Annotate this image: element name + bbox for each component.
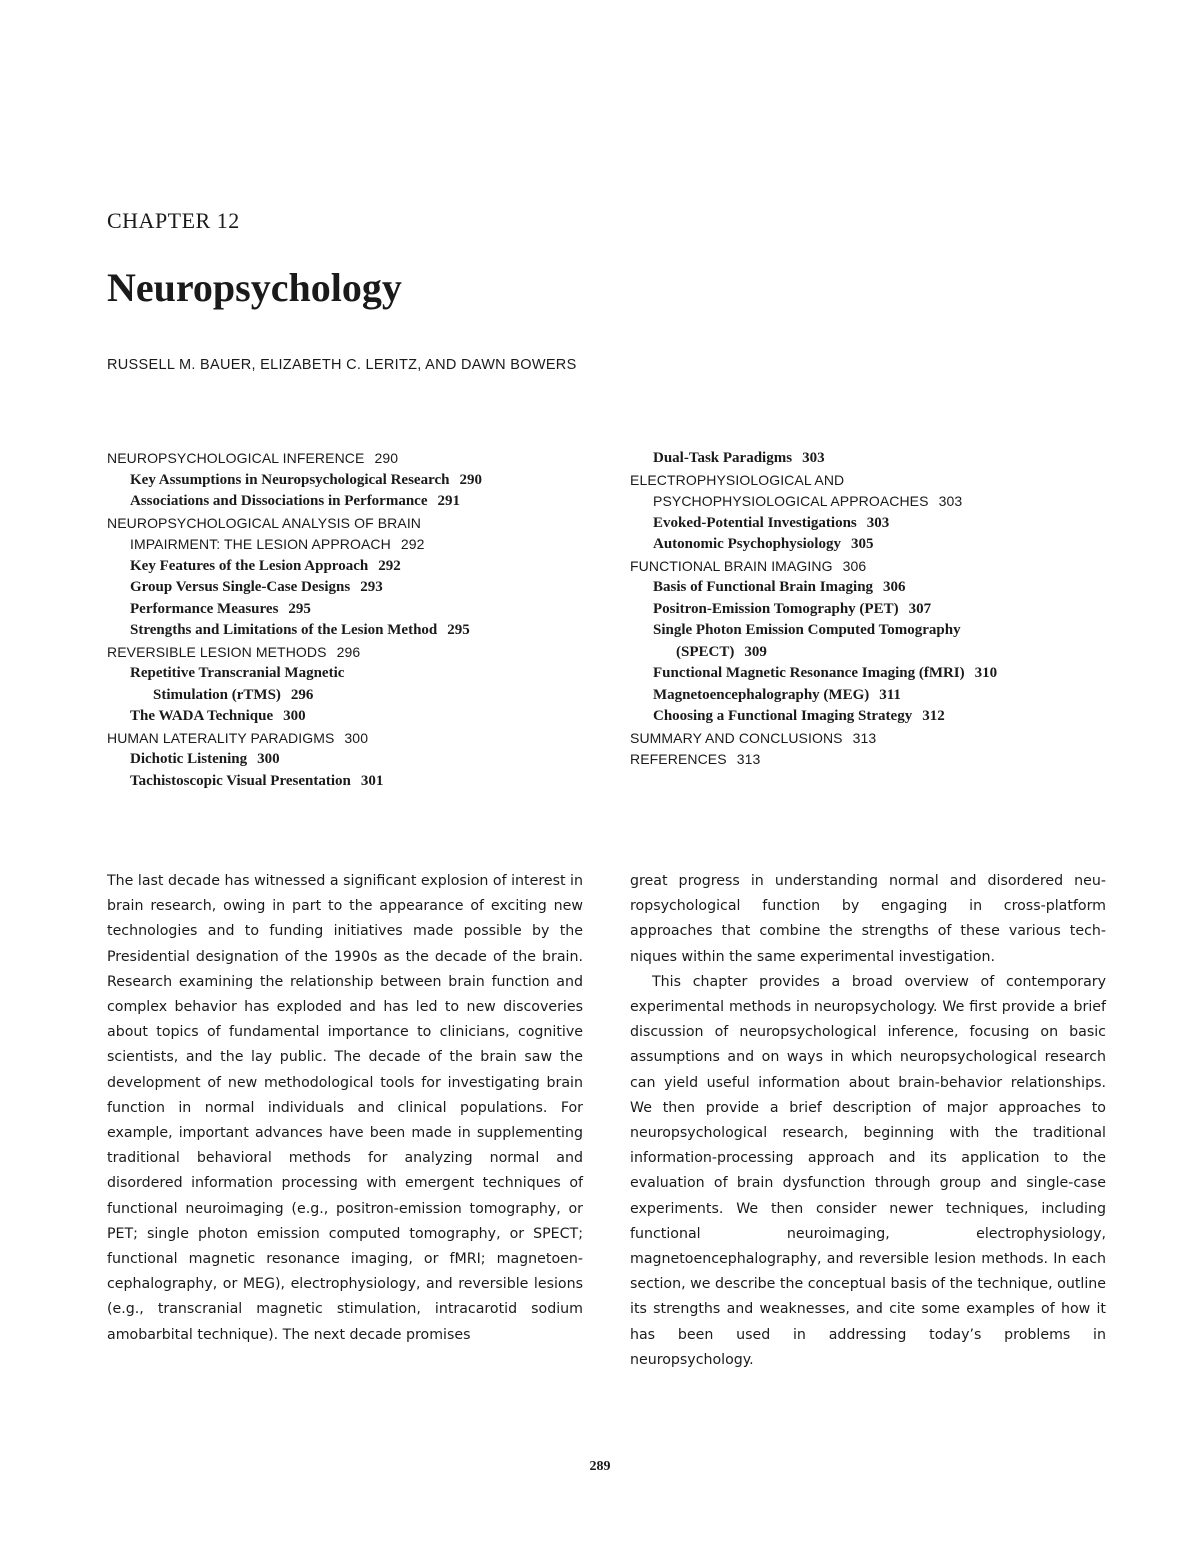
toc-entry[interactable]: SUMMARY AND CONCLUSIONS 313 [630,729,877,746]
toc-entry[interactable]: Single Photon Emission Computed Tomography [653,622,961,638]
toc-entry[interactable]: REVERSIBLE LESION METHODS 296 [107,643,361,660]
page-number: 289 [589,1459,611,1474]
toc-entry[interactable]: Key Assumptions in Neuropsychological Research 290 [130,471,482,488]
body-paragraph: This chapter provides a broad overview of contemporary experimental methods in neuropsychology. We first provide a brief discussion of neuropsychological inference, focusing on basic assumptions and on ways in which neuropsychological research can yield useful information about brain-behavior relationships. We then provide a brief description of major approaches to neuropsychological research, beginning with the traditional information-processing approach and its application to the evaluation of brain dysfunction through group and single-case experiments. We then consider newer techniques, including functional neuroimaging, electrophysiology, magnetoencephalography, and reversible lesion methods. In each section, we describe the conceptual basis of the technique, outline its strengths and weaknesses, and cite some examples of how it has been used in addressing today’s problems in neuropsychology. [630,973,1106,1368]
toc-entry[interactable]: (SPECT) 309 [676,643,767,660]
toc-entry[interactable]: Dual-Task Paradigms 303 [653,450,825,466]
toc-entry[interactable]: HUMAN LATERALITY PARADIGMS 300 [107,729,369,746]
toc-entry[interactable]: PSYCHOPHYSIOLOGICAL APPROACHES 303 [653,493,963,509]
toc-entry[interactable]: Functional Magnetic Resonance Imaging (fMRI) 310 [653,665,998,681]
body-paragraph: great progress in understanding normal and disordered neuropsychological function by engaging in cross-platform approaches that combine the strengths of these various techniques within the same experimental investigation. [630,873,1106,965]
toc-entry[interactable]: Associations and Dissociations in Performance 291 [130,493,460,509]
toc-entry[interactable]: Positron-Emission Tomography (PET) 307 [653,600,932,617]
body-paragraph: The last decade has witnessed a significant explosion of interest in brain research, owing in part to the appearance of exciting new technologies and to funding initiatives made possible by the Presidential designation of the 1990s as the decade of the brain. Research examining the relationship between brain function and complex behavior has exploded and has led to new discoveries about topics of fundamental importance to clinicians, cognitive scientists, and the lay public. The decade of the brain saw the development of new methodological tools for investigating brain function in normal individuals and clinical populations. For example, important advances have been made in supplementing traditional behavioral methods for analyzing normal and disordered information processing with emergent techniques of functional neuroimaging (e.g., positron-emission tomography, or PET; single photon emission computed tomography, or SPECT; functional magnetic resonance imaging, or fMRI; magnetoencephalography, or MEG), electrophysiology, and reversible lesions (e.g., transcranial magnetic stimulation, intracarotid sodium amobarbital technique). The next decade promises [107,873,583,1343]
toc-entry[interactable]: Group Versus Single-Case Designs 293 [130,579,383,595]
toc-entry[interactable]: IMPAIRMENT: THE LESION APPROACH 292 [130,536,425,552]
toc-entry[interactable]: Performance Measures 295 [130,600,311,617]
toc-entry[interactable]: The WADA Technique 300 [130,708,306,724]
toc-entry[interactable]: FUNCTIONAL BRAIN IMAGING 306 [630,557,867,574]
toc-right-column [630,448,1120,771]
body-right-column [630,869,1106,1373]
chapter-title: Neuropsychology [107,265,402,310]
toc-entry[interactable]: Basis of Functional Brain Imaging 306 [653,579,906,595]
toc-entry[interactable]: NEUROPSYCHOLOGICAL ANALYSIS OF BRAIN [107,514,422,531]
chapter-label: CHAPTER 12 [107,208,240,233]
toc-entry[interactable]: Key Features of the Lesion Approach 292 [130,557,401,574]
chapter-authors: RUSSELL M. BAUER, ELIZABETH C. LERITZ, AND DAWN BOWERS [107,357,577,373]
toc-entry[interactable]: Evoked-Potential Investigations 303 [653,514,890,531]
toc-left-column [107,448,597,792]
toc-entry[interactable]: Repetitive Transcranial Magnetic [130,665,345,681]
toc-entry[interactable]: REFERENCES 313 [630,751,761,767]
toc-entry[interactable]: Autonomic Psychophysiology 305 [653,536,874,552]
toc-entry[interactable]: Dichotic Listening 300 [130,751,280,767]
toc-entry[interactable]: ELECTROPHYSIOLOGICAL AND [630,471,845,488]
body-left-column [107,869,583,1348]
toc-entry[interactable]: Strengths and Limitations of the Lesion Method 295 [130,622,470,638]
toc-entry[interactable]: Choosing a Functional Imaging Strategy 312 [653,708,945,724]
toc-entry[interactable]: Tachistoscopic Visual Presentation 301 [130,772,384,789]
toc-entry[interactable]: NEUROPSYCHOLOGICAL INFERENCE 290 [107,450,399,466]
toc-entry[interactable]: Magnetoencephalography (MEG) 311 [653,686,901,703]
toc-entry[interactable]: Stimulation (rTMS) 296 [153,686,314,703]
